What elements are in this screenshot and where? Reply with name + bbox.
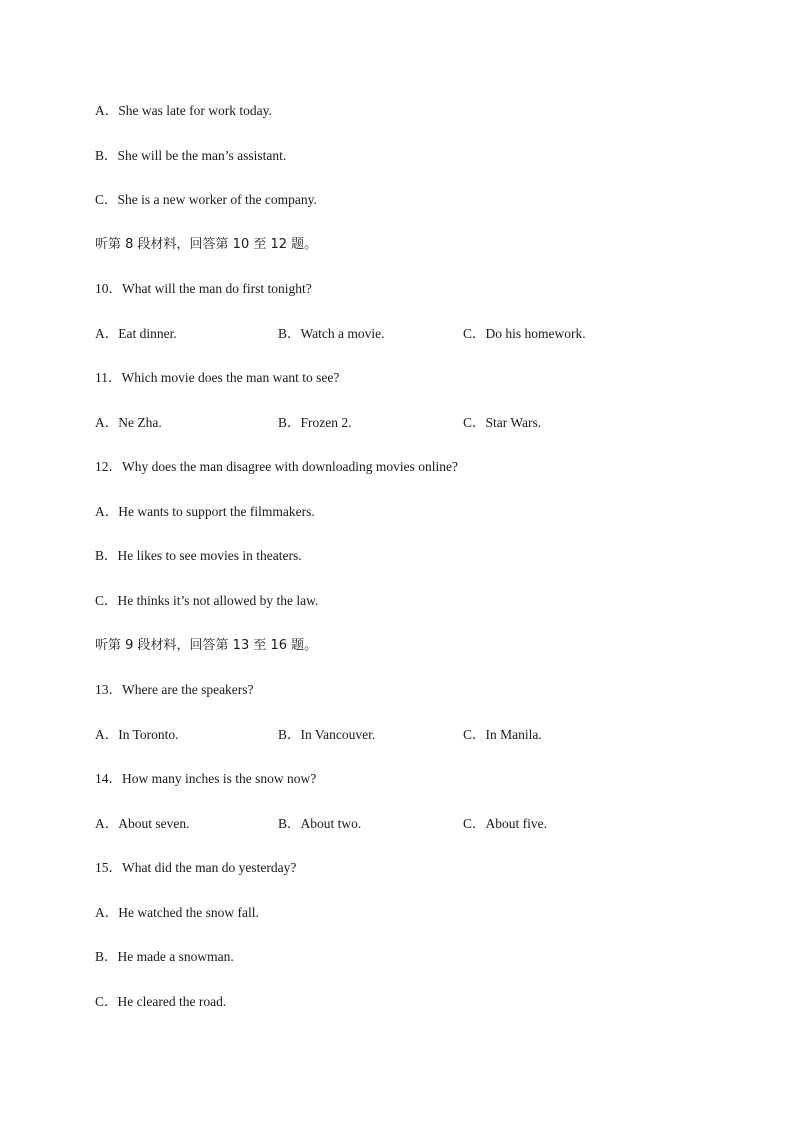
question-10-options bbox=[95, 326, 735, 342]
q12-option-a: A．He wants to support the filmmakers. bbox=[95, 504, 315, 519]
q14-option-b: B．About two. bbox=[278, 816, 362, 831]
q14-option-c: C．About five. bbox=[463, 816, 547, 831]
q10-option-c: C．Do his homework. bbox=[463, 326, 586, 341]
q15-option-a: A．He watched the snow fall. bbox=[95, 905, 259, 920]
q11-option-a: A．Ne Zha. bbox=[95, 415, 162, 430]
q10-option-b: B．Watch a movie. bbox=[278, 326, 385, 341]
option-b: B．She will be the man’s assistant. bbox=[95, 148, 287, 163]
q12-option-c: C．He thinks it’s not allowed by the law. bbox=[95, 593, 319, 608]
q12-option-b: B．He likes to see movies in theaters. bbox=[95, 548, 302, 563]
question-14-options bbox=[95, 816, 735, 832]
q13-option-a: A．In Toronto. bbox=[95, 727, 179, 742]
section-9-heading: 听第 9 段材料，回答第 13 至 16 题。 bbox=[95, 638, 318, 653]
q13-option-b: B．In Vancouver. bbox=[278, 727, 376, 742]
question-13-options bbox=[95, 727, 735, 743]
q11-option-c: C．Star Wars. bbox=[463, 415, 542, 430]
option-a: A．She was late for work today. bbox=[95, 103, 272, 118]
q13-option-c: C．In Manila. bbox=[463, 727, 542, 742]
section-8-heading: 听第 8 段材料，回答第 10 至 12 题。 bbox=[95, 237, 318, 252]
q15-option-c: C．He cleared the road. bbox=[95, 994, 227, 1009]
question-11-options bbox=[95, 415, 735, 431]
question-11: 11．Which movie does the man want to see? bbox=[95, 370, 340, 385]
question-12: 12．Why does the man disagree with downloading movies online? bbox=[95, 459, 458, 474]
question-13: 13．Where are the speakers? bbox=[95, 682, 254, 697]
question-15: 15．What did the man do yesterday? bbox=[95, 860, 297, 875]
q14-option-a: A．About seven. bbox=[95, 816, 190, 831]
q15-option-b: B．He made a snowman. bbox=[95, 949, 234, 964]
q11-option-b: B．Frozen 2. bbox=[278, 415, 352, 430]
option-c: C．She is a new worker of the company. bbox=[95, 192, 317, 207]
question-10: 10．What will the man do first tonight? bbox=[95, 281, 312, 296]
q10-option-a: A．Eat dinner. bbox=[95, 326, 177, 341]
question-14: 14．How many inches is the snow now? bbox=[95, 771, 317, 786]
